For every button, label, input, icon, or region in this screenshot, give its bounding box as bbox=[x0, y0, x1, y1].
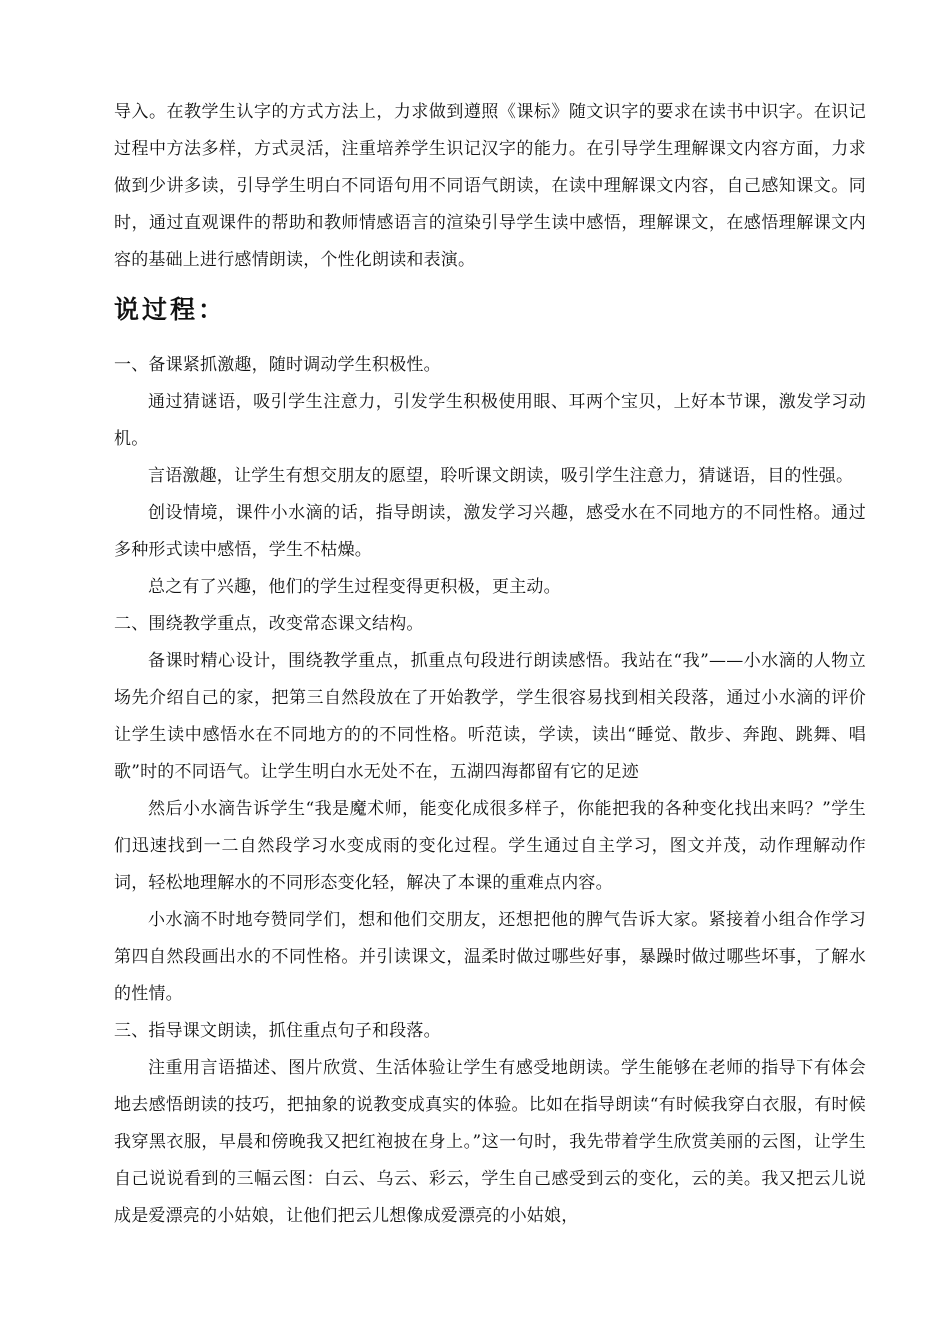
list-item: 注重用言语描述、图片欣赏、生活体验让学生有感受地朗读。学生能够在老师的指导下有体会地去感悟朗读的技巧，把抽象的说教变成真实的体验。比如在指导朗读“有时候我穿白衣服，有时候我穿黑衣服，早晨和傍晚我又把红袍披在身上。”这一句时，我先带着学生欣赏美丽的云图，让学生自己说说看到的三幅云图：白云、乌云、彩云，学生自己感受到云的变化，云的美。我又把云儿说成是爱漂亮的小姑娘，让他们把云儿想像成爱漂亮的小姑娘， bbox=[114, 1058, 866, 1226]
intro-section bbox=[114, 94, 866, 279]
intro-paragraph: 导入。在教学生认字的方式方法上，力求做到遵照《课标》随文识字的要求在读书中识字。在识记过程中方法多样，方式灵活，注重培养学生识记汉字的能力。在引导学生理解课文内容方面，力求做到少讲多读，引导学生明白不同语句用不同语气朗读，在读中理解课文内容，自己感知课文。同时，通过直观课件的帮助和教师情感语言的渲染引导学生读中感悟，理解课文，在感悟理解课文内容的基础上进行感情朗读，个性化朗读和表演。 bbox=[114, 102, 866, 270]
list-item: 小水滴不时地夸赞同学们，想和他们交朋友，还想把他的脾气告诉大家。紧接着小组合作学习第四自然段画出水的不同性格。并引读课文，温柔时做过哪些好事，暴躁时做过哪些坏事，了解水的性情。 bbox=[114, 910, 866, 1004]
process-body bbox=[114, 347, 866, 1235]
list-item-heading-1: 一、备课紧抓激趣，随时调动学生积极性。 bbox=[114, 355, 441, 375]
list-item: 通过猜谜语，吸引学生注意力，引发学生积极使用眼、耳两个宝贝，上好本节课，激发学习动机。 bbox=[114, 392, 866, 449]
section-heading: 说过程： bbox=[114, 295, 227, 324]
list-item: 创设情境，课件小水滴的话，指导朗读，激发学习兴趣，感受水在不同地方的不同性格。通过多种形式读中感悟，学生不枯燥。 bbox=[114, 503, 866, 560]
list-item: 言语激趣，让学生有想交朋友的愿望，聆听课文朗读，吸引学生注意力，猜谜语，目的性强。 bbox=[148, 466, 854, 486]
list-item: 然后小水滴告诉学生“我是魔术师，能变化成很多样子，你能把我的各种变化找出来吗？”学生们迅速找到一二自然段学习水变成雨的变化过程。学生通过自主学习，图文并茂，动作理解动作词，轻松地理解水的不同形态变化轻，解决了本课的重难点内容。 bbox=[114, 799, 866, 893]
list-item: 总之有了兴趣，他们的学生过程变得更积极，更主动。 bbox=[148, 577, 561, 597]
list-item: 备课时精心设计，围绕教学重点，抓重点句段进行朗读感悟。我站在“我”——小水滴的人物立场先介绍自己的家，把第三自然段放在了开始教学，学生很容易找到相关段落，通过小水滴的评价让学生读中感悟水在不同地方的的不同性格。听范读，学读，读出“睡觉、散步、奔跑、跳舞、唱歌”时的不同语气。让学生明白水无处不在，五湖四海都留有它的足迹 bbox=[114, 651, 866, 782]
process-section bbox=[114, 290, 866, 330]
list-item-heading-3: 三、指导课文朗读，抓住重点句子和段落。 bbox=[114, 1021, 441, 1041]
list-item-heading-2: 二、围绕教学重点，改变常态课文结构。 bbox=[114, 614, 424, 634]
